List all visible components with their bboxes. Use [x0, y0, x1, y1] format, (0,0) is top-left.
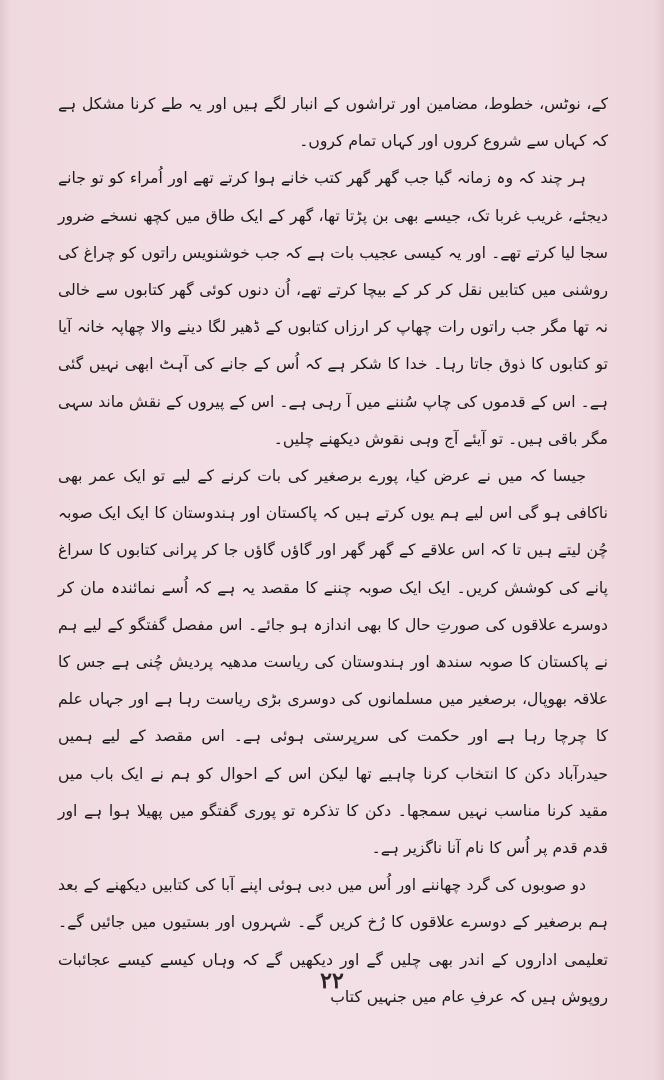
paragraph: ہر چند کہ وہ زمانہ گیا جب گھر گھر کتب خانے ہوا کرتے تھے اور اُمراء کو تو جانے دیجئے، غریب غربا تک، جیسے بھی بن پڑتا تھا، گھر کے ایک طاق میں کچھ نسخے ضرور سجا لیا کرتے تھے۔ اور یہ کیسی عجیب بات ہے کہ جب خوشنویس راتوں کو چراغ کی روشنی میں کتابیں نقل کر کر کے بیچا کرتے تھے، اُن دنوں کوئی گھر کتابوں سے خالی نہ تھا مگر جب راتوں رات چھاپ کر ارزاں کتابوں کے ڈھیر لگا دینے والا چھاپہ خانہ آیا تو کتابوں کا ذوق جاتا رہا۔ خدا کا شکر ہے کہ اُس کے جانے کی آہٹ ابھی نہیں گئی ہے۔ اس کے قدموں کی چاپ سُننے میں آ رہی ہے۔ اس کے پیروں کے نقش ماند سہی مگر باقی ہیں۔ تو آیئے آج وہی نقوش دیکھنے چلیں۔: [58, 169, 608, 448]
page-edge-shadow-right: [654, 0, 664, 1080]
page-number: ۲۲: [320, 968, 344, 994]
paragraph: جیسا کہ میں نے عرض کیا، پورے برصغیر کی بات کرنے کے لیے تو ایک عمر بھی ناکافی ہو گی اس لیے ہم یوں کرتے ہیں کہ پاکستان اور ہندوستان کا ایک ایک صوبہ چُن لیتے ہیں تا کہ اس علاقے کے گھر گھر اور گاؤں گاؤں جا کر پرانی کتابوں کا سراغ پانے کی کوشش کریں۔ ایک ایک صوبہ چننے کا مقصد یہ ہے کہ اُسے نمائندہ مان کر دوسرے علاقوں کی صورتِ حال کا بھی اندازہ ہو جائے۔ اس مفصل گفتگو کے لیے ہم نے پاکستان کا صوبہ سندھ اور ہندوستان کی ریاست مدھیہ پردیش چُنی ہے جس کا علاقہ بھوپال، برصغیر میں مسلمانوں کی دوسری بڑی ریاست رہا ہے اور جہاں علم کا چرچا رہا ہے اور حکمت کی سرپرستی ہوئی ہے۔ اس مقصد کے لیے ہمیں حیدرآباد دکن کا انتخاب کرنا چاہیے تھا لیکن اس کے احوال کو ہم نے ایک باب میں مقید کرنا مناسب نہیں سمجھا۔ دکن کا تذکرہ تو پوری گفتگو میں پھیلا ہوا ہے اور قدم قدم پر اُس کا نام آنا ناگزیر ہے۔: [58, 467, 608, 858]
page-edge-shadow-left: [0, 0, 10, 1080]
paragraph: دو صوبوں کی گرد چھاننے اور اُس میں دبی ہوئی اپنے آبا کی کتابیں دیکھنے کے بعد ہم برصغیر کے دوسرے علاقوں کا رُخ کریں گے۔ شہروں اور بستیوں میں جائیں گے۔ تعلیمی اداروں کے اندر بھی چلیں گے اور دیکھیں گے کہ وہاں کیسے کیسے عجائبات روپوش ہیں کہ عرفِ عام میں جنہیں کتاب: [58, 876, 608, 1006]
paragraph: کے، نوٹس، خطوط، مضامین اور تراشوں کے انبار لگے ہیں اور یہ طے کرنا مشکل ہے کہ کہاں سے شروع کروں اور کہاں تمام کروں۔: [58, 95, 608, 151]
body-text: [58, 86, 608, 1016]
